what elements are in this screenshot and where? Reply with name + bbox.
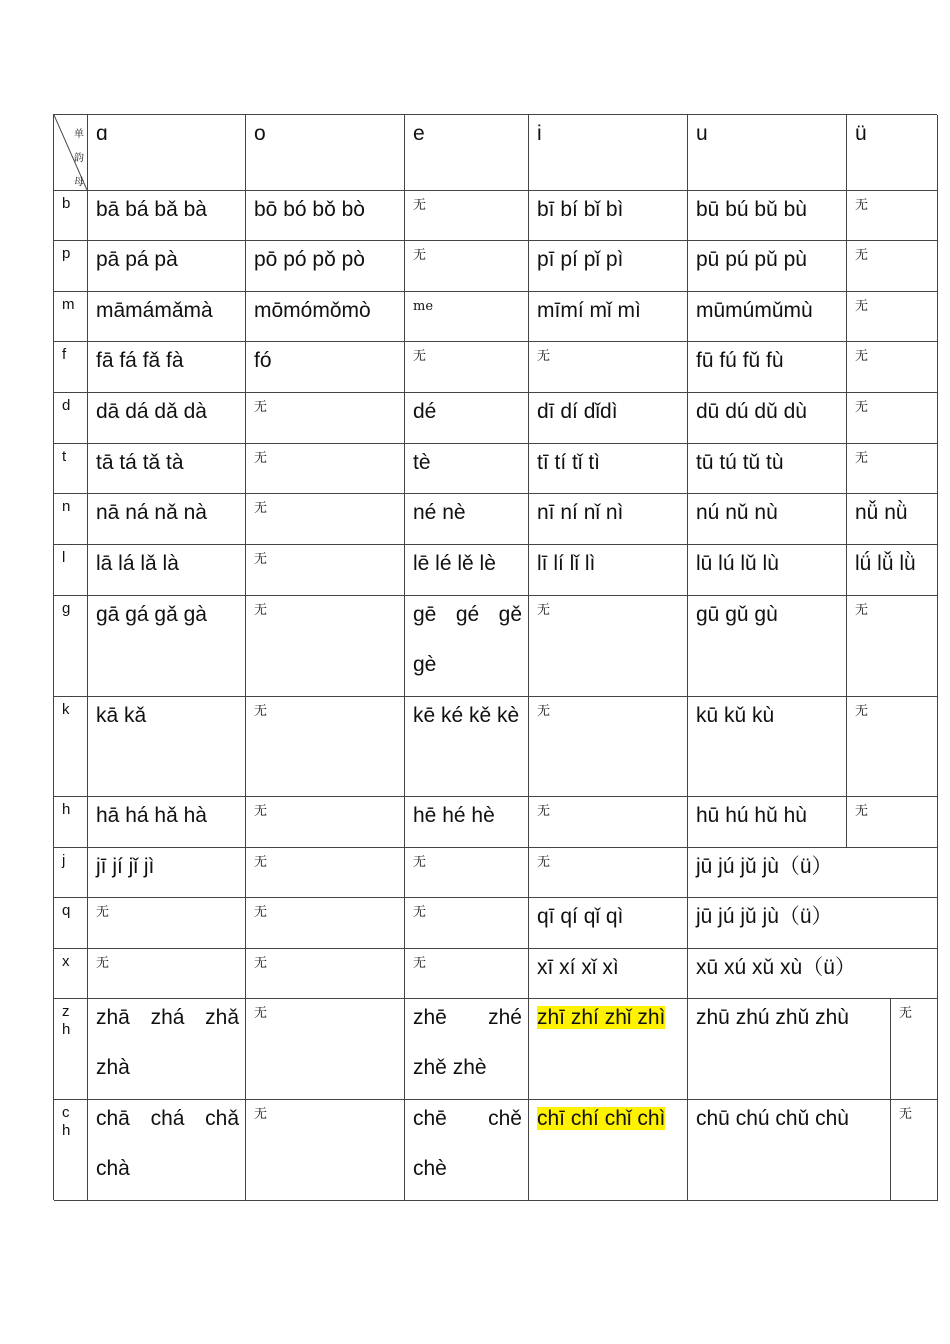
initial-x (54, 949, 88, 999)
syllable-cell (688, 444, 847, 494)
syllable-cell (405, 393, 529, 444)
syllable-cell (688, 596, 847, 697)
syllable-cell (847, 292, 938, 342)
initial-q-text: q (62, 902, 71, 919)
syllable-cell-text: gā gá gǎ gà (96, 603, 207, 626)
header-vowel-1-text: ɑ (96, 122, 108, 145)
syllable-cell (891, 1100, 938, 1201)
initial-d-text: d (62, 397, 71, 414)
syllable-cell-text: zhū zhú zhǔ zhù (696, 1006, 849, 1029)
syllable-cell-text: 无 (254, 855, 268, 870)
syllable-cell-text: qī qí qǐ qì (537, 905, 624, 928)
syllable-cell (405, 444, 529, 494)
syllable-cell (847, 697, 938, 797)
header-vowel-3 (405, 115, 529, 191)
initial-l (54, 545, 88, 596)
syllable-cell-text: lī lí lǐ lì (537, 552, 596, 575)
initial-b-text: b (62, 195, 71, 212)
syllable-cell (246, 494, 405, 545)
syllable-cell-text: 无 (254, 501, 268, 516)
syllable-cell-text (537, 1100, 681, 1144)
syllable-cell-text: 无 (254, 956, 268, 971)
syllable-cell-text: me (413, 299, 434, 314)
syllable-cell (529, 949, 688, 999)
syllable-cell (688, 1100, 891, 1201)
initial-j-text: j (62, 852, 66, 869)
syllable-cell-text: 无 (413, 248, 427, 263)
syllable-cell-text: 无 (537, 804, 551, 819)
syllable-cell (88, 545, 246, 596)
syllable-cell (688, 848, 938, 898)
syllable-cell-text: bā bá bǎ bà (96, 198, 207, 221)
syllable-cell-text: fā fá fǎ fà (96, 349, 184, 372)
syllable-cell-text: chū chú chǔ chù (696, 1107, 849, 1130)
syllable-cell-text: kā kǎ (96, 704, 147, 727)
syllable-cell (88, 697, 246, 797)
syllable-cell (246, 848, 405, 898)
syllable-cell (688, 999, 891, 1100)
syllable-cell (688, 241, 847, 292)
syllable-cell-text: jū jú jǔ jù（ü） (696, 905, 833, 928)
initial-zh-text: zh (62, 1003, 71, 1038)
initial-t (54, 444, 88, 494)
syllable-cell (88, 1100, 246, 1201)
syllable-cell-text: 无 (413, 198, 427, 213)
syllable-cell (405, 1100, 529, 1201)
syllable-cell (847, 494, 938, 545)
syllable-cell (405, 797, 529, 848)
syllable-cell-text: 无 (899, 1107, 913, 1122)
header-vowel-4-text: i (537, 122, 542, 145)
syllable-cell-text: tā tá tǎ tà (96, 451, 184, 474)
syllable-cell-text: dā dá dǎ dà (96, 400, 207, 423)
syllable-cell (688, 898, 938, 949)
syllable-cell (529, 292, 688, 342)
syllable-cell-text: 无 (855, 804, 869, 819)
syllable-cell-text: zhē zhé zhě zhè (413, 1006, 522, 1079)
syllable-cell (405, 949, 529, 999)
syllable-cell-text: 无 (537, 349, 551, 364)
syllable-cell (529, 191, 688, 241)
syllable-cell-text: 无 (254, 804, 268, 819)
syllable-cell (688, 292, 847, 342)
syllable-cell (88, 797, 246, 848)
syllable-cell-text: 无 (254, 400, 268, 415)
syllable-cell (246, 999, 405, 1100)
header-vowel-2 (246, 115, 405, 191)
syllable-cell (246, 797, 405, 848)
syllable-cell-text: 无 (254, 1107, 268, 1122)
syllable-cell (529, 596, 688, 697)
syllable-cell (688, 494, 847, 545)
corner-label: 单韵母 (74, 129, 84, 188)
syllable-cell (529, 898, 688, 949)
initial-n-text: n (62, 498, 71, 515)
syllable-cell-text: nú nǔ nù (696, 501, 778, 524)
syllable-cell-text: kē ké kě kè (413, 704, 520, 727)
syllable-cell (405, 241, 529, 292)
corner-header (54, 115, 88, 191)
syllable-cell (405, 494, 529, 545)
syllable-cell (405, 999, 529, 1100)
syllable-cell (88, 596, 246, 697)
syllable-cell-text: 无 (254, 1006, 268, 1021)
initial-f (54, 342, 88, 393)
initial-g (54, 596, 88, 697)
initial-q (54, 898, 88, 949)
syllable-cell-text: lū lú lǔ lù (696, 552, 779, 575)
syllable-cell (847, 393, 938, 444)
syllable-cell-text: tè (413, 451, 431, 474)
syllable-cell (529, 797, 688, 848)
syllable-cell (688, 191, 847, 241)
syllable-cell (847, 191, 938, 241)
syllable-cell (405, 342, 529, 393)
syllable-cell-text: gū gǔ gù (696, 603, 778, 626)
syllable-cell (529, 342, 688, 393)
syllable-cell-text: 无 (855, 299, 869, 314)
syllable-cell-text: 无 (899, 1006, 913, 1021)
syllable-cell-text: gē gé gě gè (413, 603, 522, 676)
syllable-cell (88, 241, 246, 292)
syllable-cell (688, 697, 847, 797)
syllable-cell (405, 848, 529, 898)
syllable-cell (88, 999, 246, 1100)
initial-n (54, 494, 88, 545)
syllable-cell-text: 无 (537, 603, 551, 618)
syllable-cell-text: tū tú tǔ tù (696, 451, 784, 474)
syllable-cell-text: 无 (413, 855, 427, 870)
header-vowel-5-text: u (696, 122, 708, 145)
syllable-cell-text: 无 (254, 704, 268, 719)
syllable-cell (688, 797, 847, 848)
initial-ch-text: ch (62, 1104, 71, 1139)
syllable-cell-text: 无 (254, 603, 268, 618)
syllable-cell (246, 393, 405, 444)
syllable-cell-text: bō bó bǒ bò (254, 198, 365, 221)
header-vowel-3-text: e (413, 122, 425, 145)
initial-k (54, 697, 88, 797)
syllable-cell-text: mīmí mǐ mì (537, 299, 641, 322)
syllable-cell-text: chē chě chè (413, 1107, 522, 1180)
syllable-cell (88, 494, 246, 545)
header-vowel-5 (688, 115, 847, 191)
syllable-cell (847, 342, 938, 393)
syllable-cell-text: 无 (855, 603, 869, 618)
syllable-cell-text: 无 (855, 451, 869, 466)
syllable-cell (847, 797, 938, 848)
syllable-cell (88, 393, 246, 444)
syllable-cell-text: fó (254, 349, 272, 372)
syllable-cell (847, 444, 938, 494)
syllable-cell (405, 545, 529, 596)
syllable-cell (246, 545, 405, 596)
initial-h (54, 797, 88, 848)
syllable-cell-text: xī xí xǐ xì (537, 956, 619, 979)
highlighted-syllables: chī chí chǐ chì (537, 1107, 666, 1130)
syllable-cell-text: lǘ lǚ lǜ (855, 552, 916, 575)
syllable-cell (405, 596, 529, 697)
syllable-cell-text: 无 (254, 905, 268, 920)
syllable-cell-text: 无 (96, 956, 110, 971)
syllable-cell-text: bū bú bǔ bù (696, 198, 807, 221)
syllable-cell (688, 949, 938, 999)
syllable-cell-text: chā chá chǎ chà (96, 1107, 239, 1180)
initial-x-text: x (62, 953, 70, 970)
syllable-cell-text: lā lá lǎ là (96, 552, 179, 575)
syllable-cell-text: jū jú jǔ jù（ü） (696, 855, 833, 878)
syllable-cell-text: 无 (254, 552, 268, 567)
syllable-cell (88, 342, 246, 393)
syllable-cell (246, 342, 405, 393)
syllable-cell-text: hū hú hǔ hù (696, 804, 807, 827)
syllable-cell (688, 342, 847, 393)
pinyin-table (53, 114, 937, 1200)
syllable-cell-text: dé (413, 400, 437, 423)
syllable-cell (529, 494, 688, 545)
syllable-cell-text: 无 (413, 905, 427, 920)
syllable-cell (529, 1100, 688, 1201)
syllable-cell (847, 241, 938, 292)
syllable-cell-text: né nè (413, 501, 466, 524)
syllable-cell (529, 545, 688, 596)
syllable-cell (246, 292, 405, 342)
syllable-cell (529, 999, 688, 1100)
syllable-cell-text: jī jí jǐ jì (96, 855, 155, 878)
syllable-cell-text: tī tí tǐ tì (537, 451, 601, 474)
syllable-cell-text: dū dú dǔ dù (696, 400, 807, 423)
syllable-cell (891, 999, 938, 1100)
syllable-cell-text: 无 (537, 704, 551, 719)
syllable-cell-text: kū kǔ kù (696, 704, 775, 727)
syllable-cell-text: 无 (855, 704, 869, 719)
syllable-cell-text: bī bí bǐ bì (537, 198, 624, 221)
syllable-cell (246, 444, 405, 494)
initial-m-text: m (62, 296, 75, 313)
initial-h-text: h (62, 801, 71, 818)
initial-p (54, 241, 88, 292)
syllable-cell-text: nī ní nǐ nì (537, 501, 624, 524)
syllable-cell-text: hā há hǎ hà (96, 804, 207, 827)
syllable-cell (688, 393, 847, 444)
syllable-cell-text: mūmúmǔmù (696, 299, 813, 322)
initial-k-text: k (62, 701, 70, 718)
syllable-cell-text (537, 999, 681, 1043)
initial-t-text: t (62, 448, 67, 465)
initial-zh (54, 999, 88, 1100)
syllable-cell (529, 848, 688, 898)
syllable-cell (405, 191, 529, 241)
highlighted-syllables: zhī zhí zhǐ zhì (537, 1006, 666, 1029)
initial-d (54, 393, 88, 444)
syllable-cell-text: nā ná nǎ nà (96, 501, 207, 524)
syllable-cell-text: pī pí pǐ pì (537, 248, 624, 271)
syllable-cell (246, 241, 405, 292)
syllable-cell-text: 无 (413, 349, 427, 364)
syllable-cell-text: pā pá pà (96, 248, 178, 271)
header-vowel-6-text: ü (855, 122, 867, 145)
header-vowel-2-text: o (254, 122, 266, 145)
initial-p-text: p (62, 245, 71, 262)
syllable-cell (405, 697, 529, 797)
syllable-cell-text: nǚ nǜ (855, 501, 908, 524)
syllable-cell-text: 无 (855, 198, 869, 213)
syllable-cell-text: 无 (413, 956, 427, 971)
initial-b (54, 191, 88, 241)
syllable-cell (246, 1100, 405, 1201)
syllable-cell-text: hē hé hè (413, 804, 495, 827)
syllable-cell-text: māmámǎmà (96, 299, 213, 322)
syllable-cell-text: mōmómǒmò (254, 299, 371, 322)
header-vowel-6 (847, 115, 938, 191)
syllable-cell (688, 545, 847, 596)
header-vowel-4 (529, 115, 688, 191)
syllable-cell (88, 848, 246, 898)
initial-f-text: f (62, 346, 67, 363)
syllable-cell (246, 596, 405, 697)
syllable-cell-text: lē lé lě lè (413, 552, 496, 575)
syllable-cell-text: zhā zhá zhǎ zhà (96, 1006, 239, 1079)
syllable-cell-text: 无 (855, 400, 869, 415)
syllable-cell (529, 241, 688, 292)
syllable-cell (529, 393, 688, 444)
initial-j (54, 848, 88, 898)
syllable-cell (847, 545, 938, 596)
syllable-cell-text: fū fú fǔ fù (696, 349, 784, 372)
syllable-cell-text: 无 (537, 855, 551, 870)
syllable-cell (405, 292, 529, 342)
syllable-cell-text: 无 (254, 451, 268, 466)
syllable-cell (88, 444, 246, 494)
syllable-cell (405, 898, 529, 949)
syllable-cell (246, 949, 405, 999)
syllable-cell (88, 898, 246, 949)
initial-ch (54, 1100, 88, 1201)
initial-l-text: l (62, 549, 66, 566)
initial-g-text: g (62, 600, 71, 617)
syllable-cell (529, 697, 688, 797)
syllable-cell-text: pō pó pǒ pò (254, 248, 365, 271)
initial-m (54, 292, 88, 342)
syllable-cell (88, 191, 246, 241)
syllable-cell (246, 697, 405, 797)
syllable-cell-text: dī dí dǐdì (537, 400, 618, 423)
header-vowel-1 (88, 115, 246, 191)
syllable-cell (246, 191, 405, 241)
syllable-cell (847, 596, 938, 697)
syllable-cell-text: 无 (855, 349, 869, 364)
syllable-cell (88, 949, 246, 999)
syllable-cell (88, 292, 246, 342)
syllable-cell (529, 444, 688, 494)
syllable-cell-text: 无 (855, 248, 869, 263)
syllable-cell-text: xū xú xǔ xù（ü） (696, 956, 856, 979)
syllable-cell (246, 898, 405, 949)
syllable-cell-text: 无 (96, 905, 110, 920)
syllable-cell-text: pū pú pǔ pù (696, 248, 807, 271)
